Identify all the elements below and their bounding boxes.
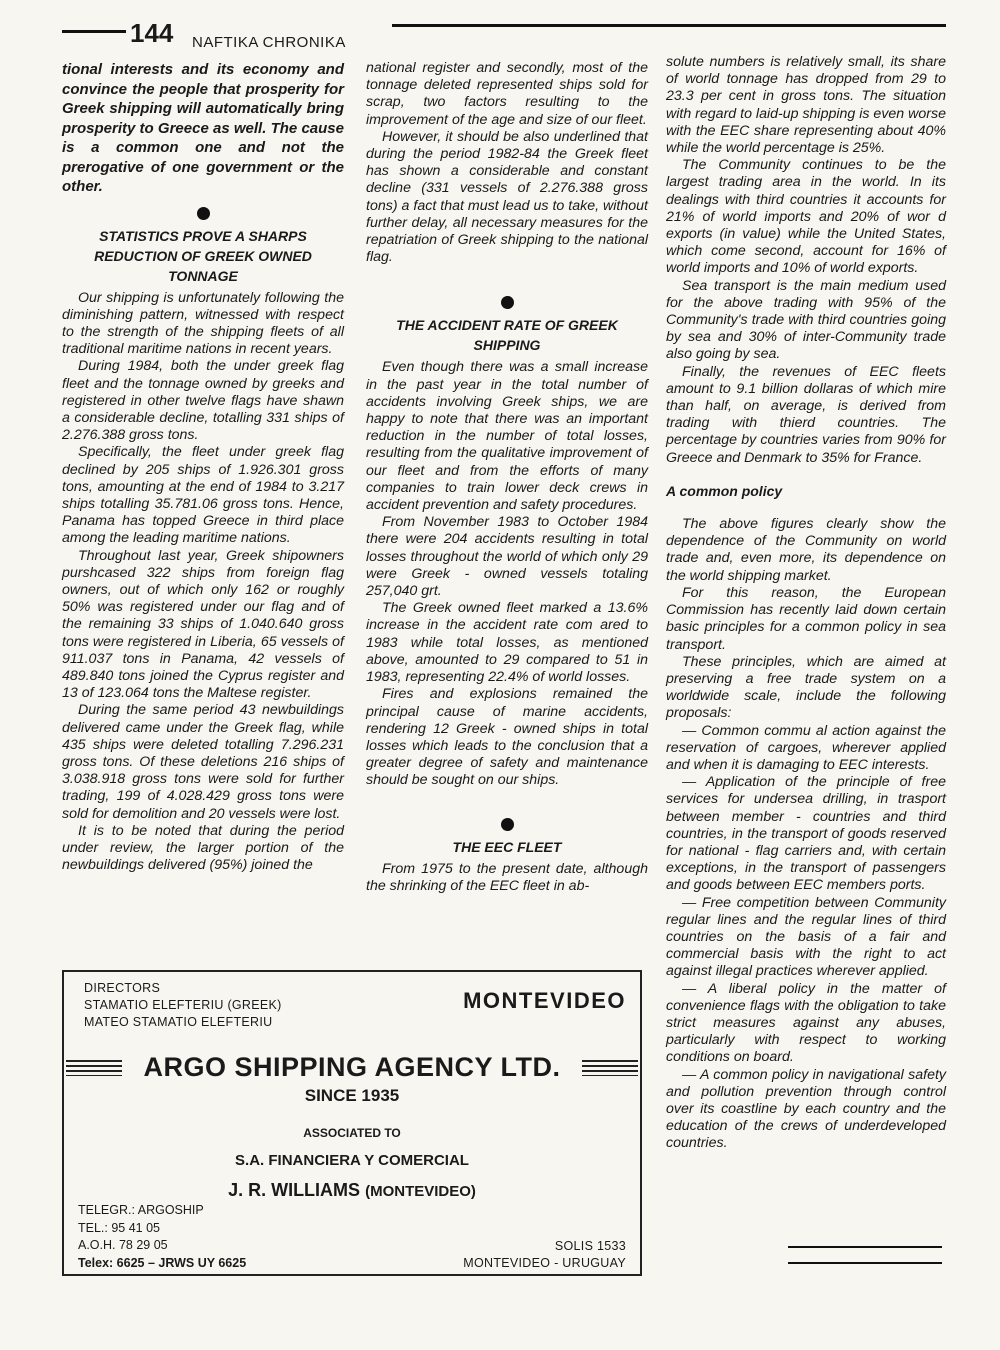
paragraph-list bbox=[62, 290, 344, 875]
section-heading: STATISTICS PROVE A SHARPS REDUCTION OF GREEK OWNED TONNAGE bbox=[94, 227, 312, 284]
paragraph-list bbox=[366, 359, 648, 789]
column-1 bbox=[62, 60, 344, 874]
header-rule-left bbox=[62, 30, 126, 33]
telegram-address: TELEGR.: ARGOSHIP bbox=[78, 1203, 204, 1217]
agency-since: SINCE 1935 bbox=[304, 1086, 400, 1105]
williams-line bbox=[64, 1180, 640, 1201]
associated-company: S.A. FINANCIERA Y COMERCIAL bbox=[235, 1152, 469, 1169]
street-address: SOLIS 1533 bbox=[554, 1239, 626, 1253]
paragraph: — Application of the principle of free services for undersea drilling, in trasport between member - countries and third countries, in the transport of goods reserved for national - flag carriers and, with certain exceptions, in the transport of passengers and goods between EEC members ports. bbox=[666, 774, 946, 894]
paragraph: During 1984, both the under greek flag fleet and the tonnage owned by greeks and registered in other twelve flags have shawn a considerable decline, totalling 331 ships of 2.276.388 gross tons. bbox=[62, 358, 344, 444]
advertisement-box bbox=[62, 970, 642, 1276]
paragraph: The Community continues to be the largest trading area in the world. In its dealings with third countries it accounts for 21% of world imports and 20% of wor d exports (in value) while the United States, which come second, account for 16% of world imports and 10% of world exports. bbox=[666, 157, 946, 277]
paragraph: Our shipping is unfortunately following the diminishing pattern, witnessed with respect to the strength of the shipping fleets of all traditional maritime nations in recent years. bbox=[62, 289, 344, 358]
paragraph: The Greek owned fleet marked a 13.6% increase in the accident rate com ared to 1983 while total losses, as mentioned above, amounted to 29 compared to 51 in 1983, representing 22.4% of world losses. bbox=[366, 600, 648, 686]
paragraph-list bbox=[666, 516, 946, 1153]
ad-city: MONTEVIDEO bbox=[463, 988, 626, 1013]
page-number: 144 bbox=[130, 18, 174, 48]
directors-label: DIRECTORS bbox=[84, 981, 161, 995]
agency-name: ARGO SHIPPING AGENCY LTD. bbox=[143, 1052, 561, 1082]
paragraph: These principles, which are aimed at preserving a free trade system on a worldwide scale, include the following proposals: bbox=[666, 653, 946, 722]
director-name: MATEO STAMATIO ELEFTERIU bbox=[84, 1015, 273, 1029]
paragraph: It is to be noted that during the period under review, the larger portion of the newbuildings delivered (95%) joined the bbox=[62, 822, 344, 874]
column-3 bbox=[666, 54, 946, 1153]
paragraph: For this reason, the European Commission has recently laid down certain basic principles for a common policy in sea transport. bbox=[666, 584, 946, 653]
paragraph-list bbox=[366, 60, 648, 266]
williams-name: J. R. WILLIAMS bbox=[228, 1180, 361, 1200]
paragraph: Throughout last year, Greek shipowners purshcased 322 ships from foreign flag owners, out of which only 162 or roughly 50% was registered under our flag and of the remaining 33 ships of 1.040.640 gross tons were registered in Liberia, 65 vessels of 911.037 tons in Panama, 42 vessels of 489.840 tons joined the Cyprus register and 13 of 123.064 tons the Maltese register. bbox=[62, 547, 344, 702]
paragraph: Sea transport is the main medium used for the above trading with 95% of the Community's trade with third countries going by sea and 30% of inter-Community trade also going by sea. bbox=[666, 277, 946, 363]
paragraph-list bbox=[366, 861, 648, 895]
paragraph: The above figures clearly show the dependence of the Community on world trade and, even more, its dependence on the world shipping market. bbox=[666, 516, 946, 584]
end-rule bbox=[788, 1262, 942, 1264]
after-hours-phone: A.O.H. 78 29 05 bbox=[78, 1238, 168, 1252]
city-country: MONTEVIDEO - URUGUAY bbox=[463, 1256, 626, 1270]
section-bullet bbox=[501, 818, 514, 831]
williams-city: (MONTEVIDEO) bbox=[365, 1183, 476, 1200]
paragraph: solute numbers is relatively small, its share of world tonnage has dropped from 29 to 23.3 per cent in gross tons. The situation with regard to laid-up shipping is even worse with the EEC share representing about 40% while the world percentage is 25%. bbox=[666, 54, 946, 157]
director-name: STAMATIO ELEFTERIU (GREEK) bbox=[84, 998, 282, 1012]
paragraph: — Common commu al action against the reservation of cargoes, wherever applied and when it is damaging to EEC interests. bbox=[666, 722, 946, 773]
paragraph: However, it should be also underlined that during the period 1982-84 the Greek fleet has shown a considerable and constant decline (331 vessels of 2.276.388 gross tons) a fact that must lead us to take, without further delay, all necessary measures for the repatriation of Greek shipping to the national flag. bbox=[366, 128, 648, 266]
lead-paragraph: tional interests and its economy and convince the people that prosperity for Greek shipping will automatically bring prosperity to Greece as well. The cause is a common one and not the prerogative of one government or the other. bbox=[62, 61, 344, 195]
paragraph: — Free competition between Community regular lines and the regular lines of third countries on the basis of a fair and commercial basis with the right to act against illegal practices wherever applied. bbox=[666, 894, 946, 980]
contact-block bbox=[78, 1202, 246, 1272]
paragraph: Even though there was a small increase in the past year in the total number of accidents involving Greek ships, we are happy to note that there was an important reduction in the number of total losses, resulting from the qualitative improvement of our fleet and from the efforts of many companies to train lower deck crews in accident prevention and safety procedures. bbox=[366, 359, 648, 514]
end-rule bbox=[788, 1246, 942, 1248]
section-bullet bbox=[501, 296, 514, 309]
paragraph: Specifically, the fleet under greek flag declined by 205 ships of 1.926.301 gross tons, amounting at the end of 1984 to 3.217 ships totalling 35.781.06 gross tons. Hence, Panama has topped Greece in third place among the leading maritime nations. bbox=[62, 444, 344, 547]
telephone: TEL.: 95 41 05 bbox=[78, 1220, 161, 1235]
paragraph: Fires and explosions remained the principal cause of marine accidents, rendering 12 Greek - owned ships in total losses which leads to the conclusion that a greater degree of safety and maintenance should be sought on our ships. bbox=[366, 686, 648, 789]
paragraph: — A common policy in navigational safety and pollution prevention through control over its coastline by each country and the education of the crews of underdeveloped countries. bbox=[666, 1066, 946, 1152]
directors-block bbox=[84, 980, 282, 1031]
section-subheading: A common policy bbox=[666, 482, 783, 499]
section-heading: THE ACCIDENT RATE OF GREEK SHIPPING bbox=[396, 317, 618, 354]
paragraph: — A liberal policy in the matter of convenience flags with the obligation to take strict measures against any abuses, particularly with respect to working conditions on board. bbox=[666, 980, 946, 1066]
paragraph: During the same period 43 newbuildings delivered came under the Greek flag, while 435 ships were deleted totalling 7.296.231 gross tons. Of these deletions 216 ships of 3.038.918 gross tons were sold for further trading, 199 of 4.028.429 gross tons were sold for demolition and 20 vessels were lost. bbox=[62, 702, 344, 822]
associated-label: ASSOCIATED TO bbox=[303, 1126, 401, 1140]
section-bullet bbox=[197, 207, 210, 220]
address-block bbox=[463, 1238, 626, 1272]
paragraph: national register and secondly, most of the tonnage deleted represented ships sold for scrap, two factors resulting to the improvement of the age and size of our fleet. bbox=[366, 60, 648, 128]
section-heading: THE EEC FLEET bbox=[452, 838, 562, 855]
telex: Telex: 6625 – JRWS UY 6625 bbox=[78, 1255, 247, 1270]
paragraph-list bbox=[666, 54, 946, 467]
paragraph: From 1975 to the present date, although the shrinking of the EEC fleet in ab- bbox=[366, 860, 648, 894]
column-2 bbox=[366, 60, 648, 895]
header-rule-right bbox=[392, 24, 946, 27]
decorative-lines-right bbox=[582, 1060, 638, 1076]
paragraph: Finally, the revenues of EEC fleets amount to 9.1 billion dollaras of which mire than half, on average, is derived from trading with thierd countries. The percentage by countries varies from 90% for Greece and Denmark to 35% for France. bbox=[666, 363, 946, 466]
paragraph: From November 1983 to October 1984 there were 204 accidents resulting in total losses throughout the world of which only 29 were Greek - owned vessels totaling 257,040 grt. bbox=[366, 514, 648, 600]
magazine-title: NAFTIKA CHRONIKA bbox=[192, 34, 346, 51]
